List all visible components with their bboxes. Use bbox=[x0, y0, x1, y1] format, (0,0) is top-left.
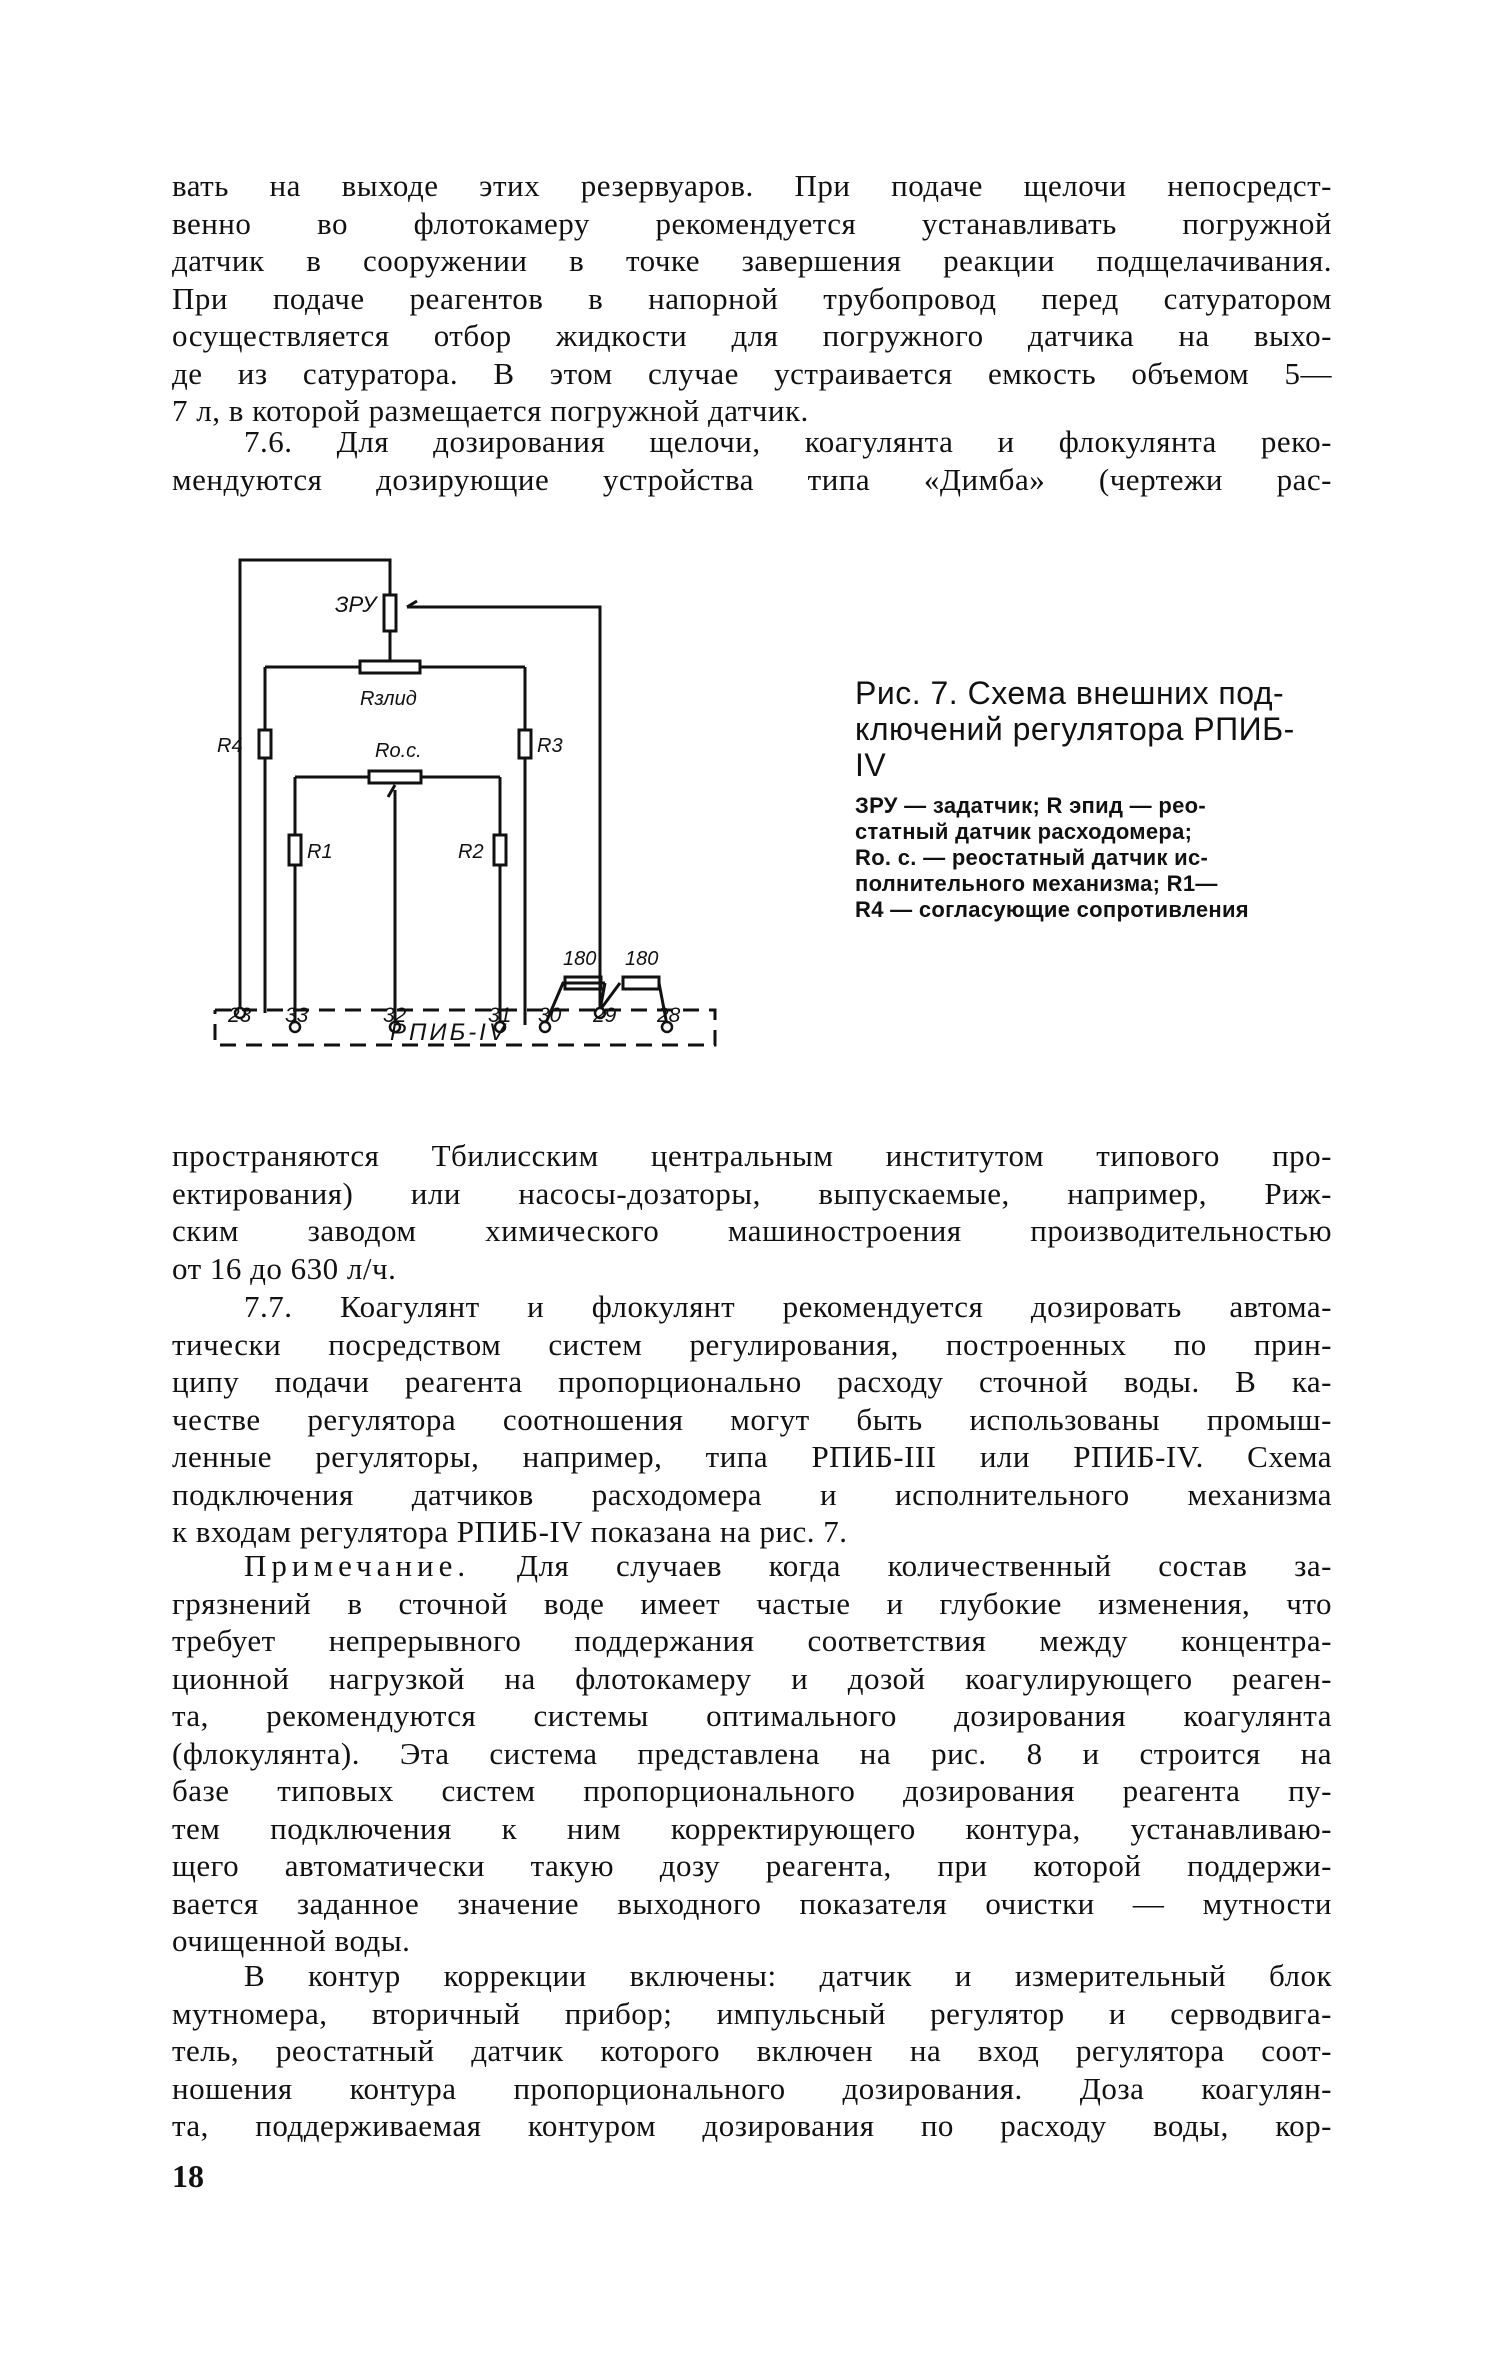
caption-title-line: IV bbox=[855, 747, 887, 783]
wiring-diagram bbox=[195, 545, 735, 1055]
note-first-line: Для случаев когда количественный состав за- bbox=[470, 1548, 1332, 1583]
label-r1: R1 bbox=[307, 841, 333, 863]
paragraph-dosing-pumps bbox=[172, 1137, 1332, 1287]
text-line: та, рекомендуются системы оптимального дозирования коагулянта bbox=[172, 1698, 1332, 1733]
caption-title-line: Рис. 7. Схема внешних под- bbox=[855, 675, 1285, 711]
label-resistor-180-a: 180 bbox=[563, 948, 597, 970]
text-line: тически посредством систем регулирования, построенных по прин- bbox=[172, 1326, 1332, 1362]
text-line: 7 л, в которой размещается погружной датчик. bbox=[172, 393, 809, 428]
text-line: тель, реостатный датчик которого включен на вход регулятора соот- bbox=[172, 2033, 1332, 2068]
terminal-label-28: 28 bbox=[657, 1004, 681, 1027]
paragraph-reservoir-sensor bbox=[172, 167, 1332, 430]
r2-resistor bbox=[494, 835, 506, 865]
rzlid-resistor bbox=[360, 661, 420, 673]
text-line: ским заводом химического машиностроения производительностью bbox=[172, 1213, 1332, 1248]
text-line: 7.6. Для дозирования щелочи, коагулянта и флокулянта реко- bbox=[244, 424, 1332, 459]
caption-legend-line: статный датчик расходомера; bbox=[855, 819, 1193, 844]
text-line: щего автоматически такую дозу реагента, при которой поддержи- bbox=[172, 1848, 1332, 1883]
text-line: базе типовых систем пропорционального дозирования реагента пу- bbox=[172, 1773, 1332, 1808]
text-line bbox=[172, 1547, 1332, 1585]
label-r4: R4 bbox=[217, 735, 243, 757]
note-lead: Примечание. bbox=[244, 1548, 471, 1583]
text-line: пространяются Тбилисским центральным институтом типового про- bbox=[172, 1138, 1332, 1173]
r4-resistor bbox=[259, 730, 271, 758]
label-r3: R3 bbox=[537, 735, 563, 757]
label-rpib-device: РПИБ-IV bbox=[390, 1019, 508, 1046]
paragraph-note bbox=[172, 1547, 1332, 1960]
text-line: к входам регулятора РПИБ-IV показана на рис. 7. bbox=[172, 1514, 848, 1549]
caption-legend-line: ЗРУ — задатчик; R эпид — рео- bbox=[855, 793, 1206, 818]
wire-23-to-zru bbox=[240, 560, 390, 1010]
paragraph-correction-loop bbox=[172, 1957, 1332, 2145]
text-line: В контур коррекции включены: датчик и измерительный блок bbox=[244, 1958, 1332, 1993]
terminal-label-32: 32 bbox=[383, 1004, 407, 1027]
page-number: 18 bbox=[172, 2158, 204, 2194]
caption-legend-line: Rо. с. — реостатный датчик ис- bbox=[855, 845, 1209, 870]
text-line: ленные регуляторы, например, типа РПИБ-III или РПИБ-IV. Схема bbox=[172, 1439, 1332, 1474]
text-line: мендуются дозирующие устройства типа «Димба» (чертежи рас- bbox=[172, 461, 1332, 497]
text-line: датчик в сооружении в точке завершения реакции подщелачивания. bbox=[172, 243, 1332, 278]
label-r2: R2 bbox=[458, 841, 484, 863]
terminal-label-31: 31 bbox=[488, 1004, 512, 1027]
caption-legend-line: полнительного механизма; R1— bbox=[855, 871, 1218, 896]
caption-title-line: ключений регулятора РПИБ- bbox=[855, 711, 1295, 747]
text-line: честве регулятора соотношения могут быть использованы промыш- bbox=[172, 1401, 1332, 1437]
text-line: грязнений в сточной воде имеет частые и глубокие изменения, что bbox=[172, 1585, 1332, 1621]
text-line: ционной нагрузкой на флотокамеру и дозой коагулирующего реаген- bbox=[172, 1660, 1332, 1696]
text-line: тем подключения к ним корректирующего контура, устанавливаю- bbox=[172, 1810, 1332, 1846]
text-line: де из сатуратора. В этом случае устраивается емкость объемом 5— bbox=[172, 355, 1332, 391]
zru-resistor bbox=[384, 595, 396, 631]
text-line: та, поддерживаемая контуром дозирования по расходу воды, кор- bbox=[172, 2108, 1332, 2143]
text-line: вать на выходе этих резервуаров. При подаче щелочи непосредст- bbox=[172, 168, 1332, 203]
text-line: При подаче реагентов в напорной трубопровод перед сатуратором bbox=[172, 280, 1332, 316]
text-line: (флокулянта). Эта система представлена на рис. 8 и строится на bbox=[172, 1735, 1332, 1771]
text-line: ектирования) или насосы-дозаторы, выпускаемые, например, Риж- bbox=[172, 1175, 1332, 1211]
caption-legend-line: R4 — согласующие сопротивления bbox=[855, 897, 1249, 922]
text-line: 7.7. Коагулянт и флокулянт рекомендуется дозировать автома- bbox=[244, 1289, 1332, 1324]
text-line: ципу подачи реагента пропорционально расходу сточной воды. В ка- bbox=[172, 1364, 1332, 1399]
r1-resistor bbox=[289, 835, 301, 865]
caption-title bbox=[855, 675, 1335, 783]
label-zru: ЗРУ bbox=[335, 592, 377, 617]
caption-legend bbox=[855, 793, 1335, 923]
text-line: вается заданное значение выходного показателя очистки — мутности bbox=[172, 1885, 1332, 1921]
wiring-diagram-figure bbox=[195, 545, 735, 1055]
label-ros: Rо.с. bbox=[375, 740, 422, 762]
label-rzlid: Rзлид bbox=[360, 688, 417, 710]
terminal-label-29: 29 bbox=[593, 1004, 617, 1027]
r3-resistor bbox=[519, 730, 531, 758]
terminal-label-30: 30 bbox=[538, 1004, 562, 1027]
text-line: очищенной воды. bbox=[172, 1923, 411, 1958]
text-line: мутномера, вторичный прибор; импульсный регулятор и серводвига- bbox=[172, 1995, 1332, 2031]
text-line: от 16 до 630 л/ч. bbox=[172, 1250, 397, 1286]
text-line: осуществляется отбор жидкости для погружного датчика на выхо- bbox=[172, 318, 1332, 353]
terminal-label-33: 33 bbox=[285, 1004, 309, 1027]
paragraph-7-7 bbox=[172, 1288, 1332, 1551]
text-line: подключения датчиков расходомера и исполнительного механизма bbox=[172, 1476, 1332, 1512]
terminal-label-23: 23 bbox=[228, 1004, 252, 1027]
paragraph-7-6 bbox=[172, 423, 1332, 498]
text-line: требует непрерывного поддержания соответствия между концентра- bbox=[172, 1623, 1332, 1658]
resistor-180-b bbox=[623, 977, 659, 989]
text-line: ношения контура пропорционального дозирования. Доза коагулян- bbox=[172, 2070, 1332, 2106]
ros-resistor bbox=[369, 771, 421, 783]
label-resistor-180-b: 180 bbox=[625, 948, 659, 970]
text-line: венно во флотокамеру рекомендуется устанавливать погружной bbox=[172, 205, 1332, 241]
figure-caption bbox=[855, 675, 1335, 923]
